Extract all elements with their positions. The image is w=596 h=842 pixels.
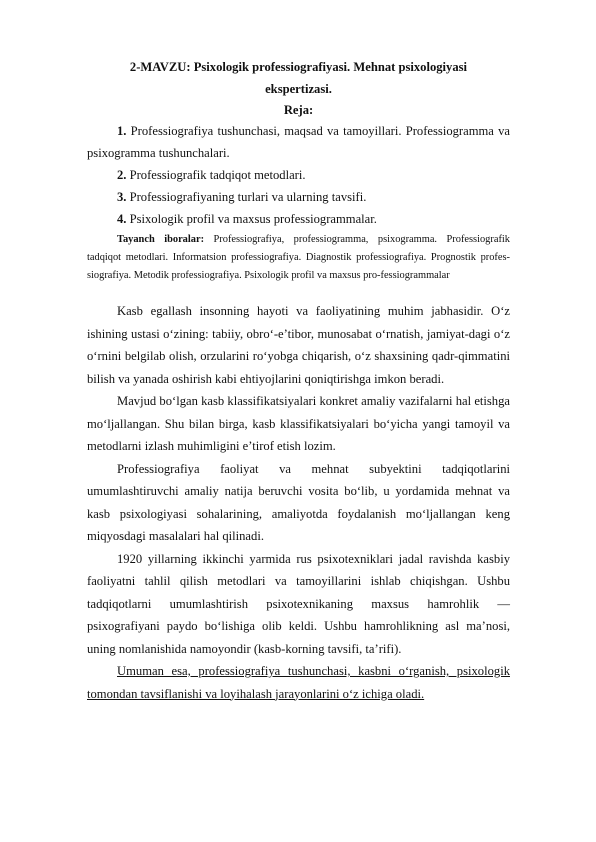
body-paragraph-1: Kasb egallash insonning hayoti va faoliyatining muhim jabhasidir. O‘z ishining ustasi o‘zining: tabiiy, obro‘-e’tibor, munosabat o‘rnatish, jamiyat-dagi o‘z o‘rnini belgilab olish, orzularini ro‘yobga chiqarish, o‘z shaxsining qadr-qimmatini bilish va yanada oshirish kabi ehtiyojlarini qoniqtirishga imkon beradi. [87, 304, 510, 386]
keywords-block [87, 231, 510, 285]
section-spacer [87, 285, 510, 300]
plan-item-number: 4. [117, 212, 127, 226]
keywords-label: Tayanch iboralar: [117, 234, 205, 245]
plan-item-text: Professiografiya tushunchasi, maqsad va tamoyillari. Professiogramma va psixogramma tushunchalari. [87, 124, 510, 160]
plan-item-4 [87, 208, 510, 230]
page-content [87, 56, 510, 705]
title-line-1: 2-MAVZU: Psixologik professiografiyasi. Mehnat psixologiyasi [129, 60, 468, 74]
page-title [87, 56, 510, 100]
plan-item-3 [87, 186, 510, 208]
body-paragraph-3: Professiografiya faoliyat va mehnat subyektini tadqiqotlarini umumlashtiruvchi amaliy natija beruvchi vosita bo‘lib, u yordamida mehnat va kasb psixologiyasi sohalarining, amaliyotda foydalanish mo‘ljallangan keng miqyosdagi masalalari hal qilinadi. [87, 461, 510, 543]
title-line-2: ekspertizasi. [265, 82, 332, 96]
plan-item-text: Professiografiyaning turlari va ularning tavsifi. [126, 190, 367, 204]
body-paragraph-4: 1920 yillarning ikkinchi yarmida rus psixotexniklari jadal ravishda kasbiy faoliyatni tahlil qilish metodlari va tamoyillarini ishlab chiqishgan. Ushbu tadqiqotlarni umumlashtirish psixotexnikaning maxsus hamrohlik ― psixografiyani paydo bo‘lishiga olib keldi. Ushbu hamrohlikning asl ma’nosi, uning nomlanishida namoyondir (kasb-korning tavsifi, ta’rifi). [87, 551, 510, 656]
plan-item-1 [87, 120, 510, 164]
body-paragraph-2: Mavjud bo‘lgan kasb klassifikatsiyalari konkret amaliy vazifalarni hal etishga mo‘ljallangan. Shu bilan birga, kasb klassifikatsiyalari bo‘yicha yangi tamoyil va metodlarni izlash muhimligini e’tirof etish lozim. [87, 394, 510, 453]
plan-item-text: Psixologik profil va maxsus professiogrammalar. [126, 212, 377, 226]
plan-item-2 [87, 164, 510, 186]
keywords-text: Professiografiya, professiogramma, psixogramma. Professiografik tadqiqot metodlari. Informatsion professiografiya. Diagnostik professiografiya. Prognostik profes-siografiya. Metodik professiografiya. Psixologik profil va maxsus pro-fessiogrammalar [87, 234, 510, 281]
plan-item-number: 2. [117, 168, 127, 182]
plan-item-number: 3. [117, 190, 127, 204]
plan-item-number: 1. [117, 124, 127, 138]
body-paragraph-5-underlined: Umuman esa, professiografiya tushunchasi, kasbni o‘rganish, psixologik tomondan tavsiflanishi va loyihalash jarayonlarini o‘z ichiga oladi. [87, 664, 510, 701]
plan-heading: Reja: [283, 103, 314, 117]
plan-item-text: Professiografik tadqiqot metodlari. [126, 168, 306, 182]
